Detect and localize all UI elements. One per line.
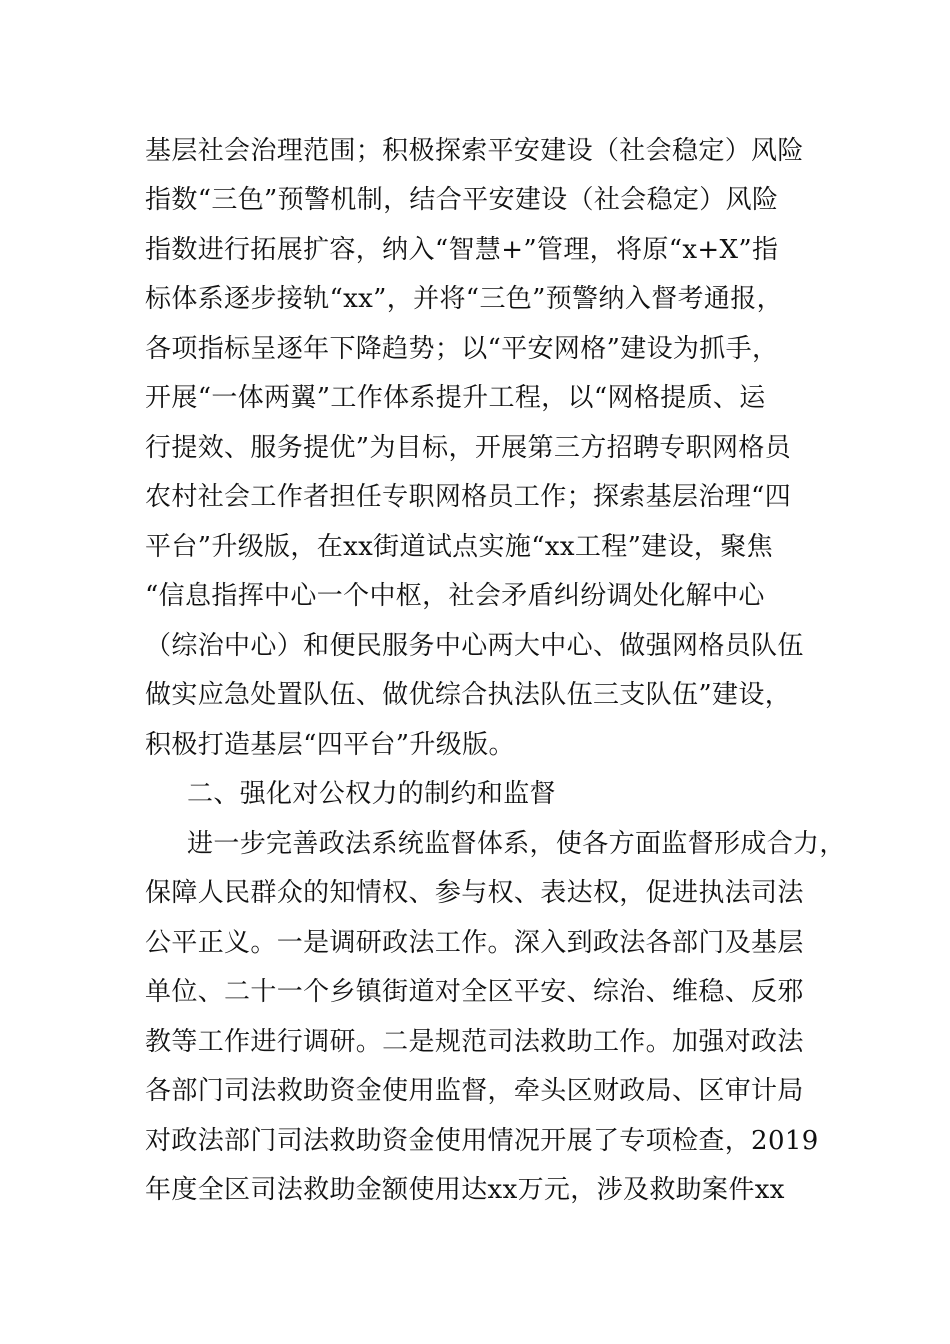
section-heading: 二、强化对公权力的制约和监督 (187, 779, 556, 809)
text-line: 各项指标呈逐年下降趋势；以“平安网格”建设为抓手， (145, 334, 779, 364)
text-line: 教等工作进行调研。二是规范司法救助工作。加强对政法 (145, 1027, 804, 1057)
paragraph-first-line: 进一步完善政法系统监督体系，使各方面监督形成合力， (187, 829, 846, 859)
text-line: 基层社会治理范围；积极探索平安建设（社会稳定）风险 (145, 136, 804, 166)
text-line: 对政法部门司法救助资金使用情况开展了专项检查，2019 (145, 1126, 819, 1156)
text-line: 平台”升级版，在xx街道试点实施“xx工程”建设，聚焦 (145, 532, 773, 562)
text-line: 行提效、服务提优”为目标，开展第三方招聘专职网格员 (145, 433, 792, 463)
text-line: 公平正义。一是调研政法工作。深入到政法各部门及基层 (145, 928, 804, 958)
text-line: 年度全区司法救助金额使用达xx万元，涉及救助案件xx (145, 1175, 785, 1205)
text-line: 保障人民群众的知情权、参与权、表达权，促进执法司法 (145, 878, 804, 908)
text-line: 农村社会工作者担任专职网格员工作；探索基层治理“四 (145, 482, 792, 512)
text-line: 指数进行拓展扩容，纳入“智慧+”管理，将原“x+X”指 (145, 235, 779, 265)
text-line: 做实应急处置队伍、做优综合执法队伍三支队伍”建设， (145, 680, 792, 710)
text-line: 指数“三色”预警机制，结合平安建设（社会稳定）风险 (145, 185, 779, 215)
text-line: 标体系逐步接轨“xx”，并将“三色”预警纳入督考通报， (145, 284, 783, 314)
text-line: “信息指挥中心一个中枢，社会矛盾纠纷调处化解中心 (145, 581, 765, 611)
text-line: 单位、二十一个乡镇街道对全区平安、综治、维稳、反邪 (145, 977, 804, 1007)
text-line: 开展“一体两翼”工作体系提升工程，以“网格提质、运 (145, 383, 766, 413)
text-line: （综治中心）和便民服务中心两大中心、做强网格员队伍 (145, 631, 804, 661)
text-line: 积极打造基层“四平台”升级版。 (145, 730, 515, 760)
text-line: 各部门司法救助资金使用监督，牵头区财政局、区审计局 (145, 1076, 804, 1106)
